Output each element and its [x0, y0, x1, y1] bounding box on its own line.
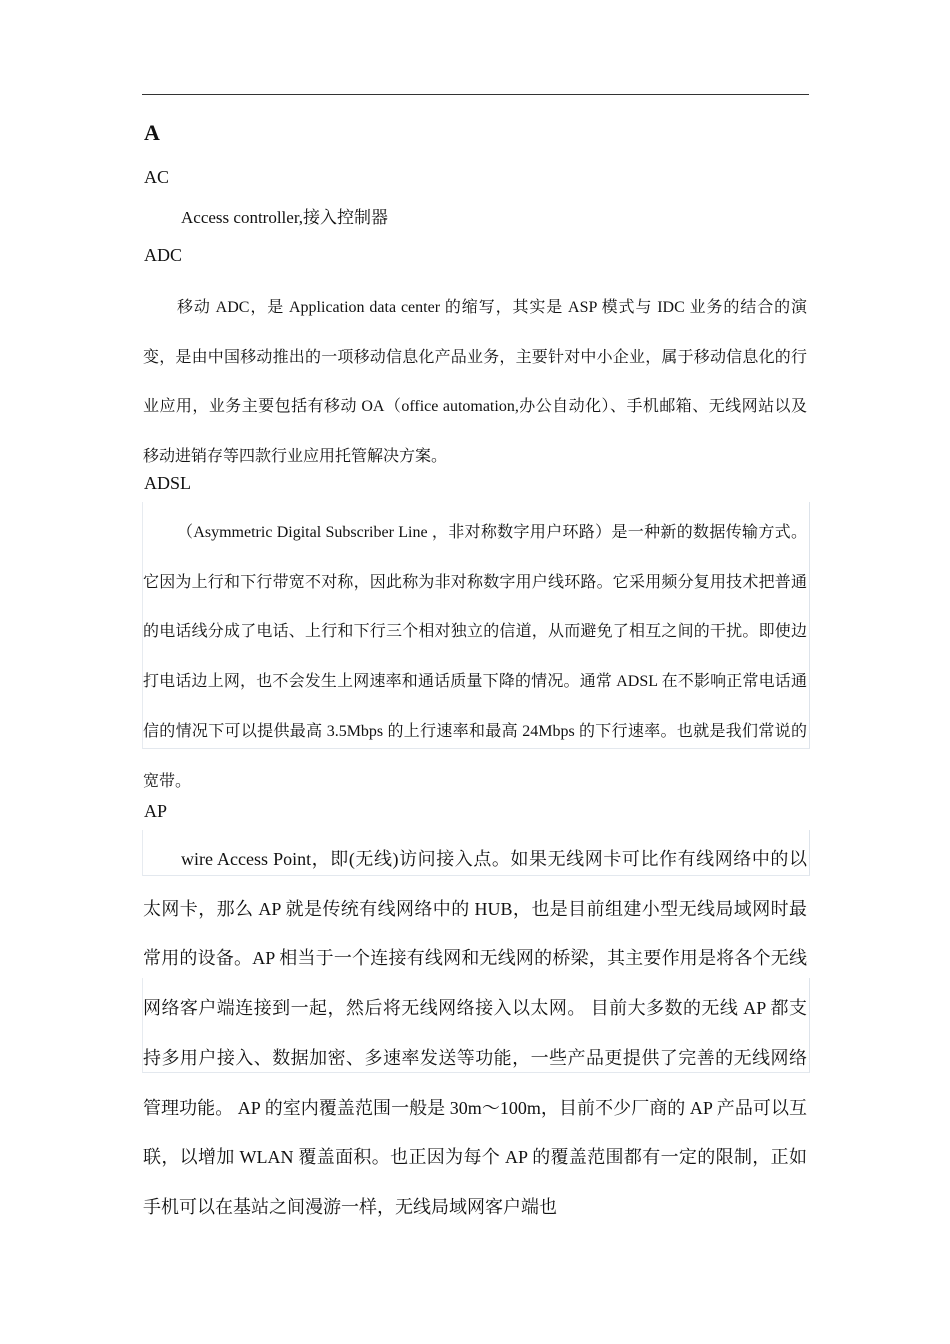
term-ap: AP [144, 801, 168, 821]
definition-adsl: （Asymmetric Digital Subscriber Line ，非对称数字用户环路）是一种新的数据传输方式。它因为上行和下行带宽不对称，因此称为非对称数字用户线环路。它采用频分复用技术把普通的电话线分成了电话、上行和下行三个相对独立的信道，从而避免了相互之间的干扰。即使边打电话边上网，也不会发生上网速率和通话质量下降的情况。通常 ADSL 在不影响正常电话通信的情况下可以提供最高 3.5Mbps 的上行速率和最高 24Mbps 的下行速率。也就是我们常说的宽带。 [143, 524, 807, 790]
section-letter: A [144, 120, 160, 145]
definition-adc: 移动 ADC，是 Application data center 的缩写，其实是 ASP 模式与 IDC 业务的结合的演变，是由中国移动推出的一项移动信息化产品业务，主要针对中小企业，属于移动信息化的行业应用，业务主要包括有移动 OA（office automation,办公自动化）、手机邮箱、无线网站以及移动进销存等四款行业应用托管解决方案。 [143, 299, 807, 466]
definition-ap: wire Access Point，即(无线)访问接入点。如果无线网卡可比作有线网络中的以太网卡，那么 AP 就是传统有线网络中的 HUB，也是目前组建小型无线局域网时最常用的设备。AP 相当于一个连接有线网和无线网的桥梁，其主要作用是将各个无线网络客户端连接到一起，然后将无线网络接入以太网。 目前大多数的无线 AP 都支持多用户接入、数据加密、多速率发送等功能，一些产品更提供了完善的无线网络管理功能。 AP 的室内覆盖范围一般是 30m～100m，目前不少厂商的 AP 产品可以互联，以增加 WLAN 覆盖面积。也正因为每个 AP 的覆盖范围都有一定的限制，正如手机可以在基站之间漫游一样，无线局域网客户端也 [143, 849, 807, 1217]
term-adsl: ADSL [144, 473, 192, 493]
term-ac: AC [144, 167, 170, 187]
term-adc: ADC [144, 245, 183, 265]
header-rule [142, 94, 809, 95]
definition-ac: Access controller,接入控制器 [181, 208, 389, 227]
